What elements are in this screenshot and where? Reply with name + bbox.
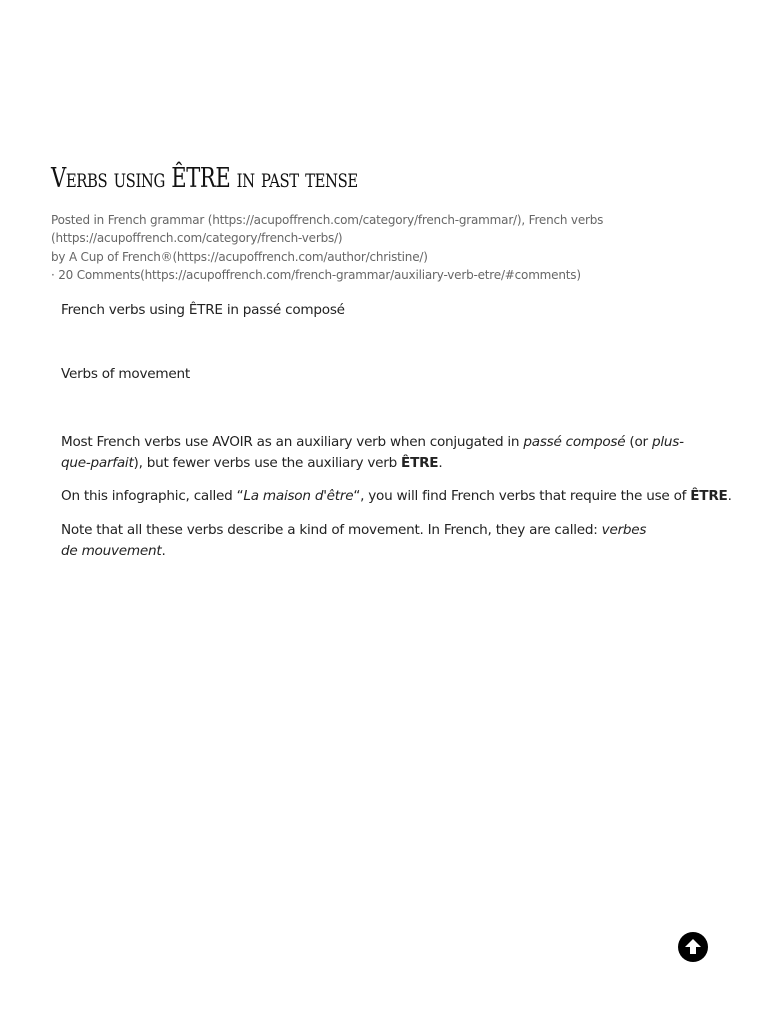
- author-link[interactable]: A Cup of French®(https://acupoffrench.com/author/christine/): [68, 249, 428, 264]
- category-link-french-verbs[interactable]: French verbs (https://acupoffrench.com/category/french-verbs/): [51, 213, 604, 246]
- subheading-verbs-of-movement: Verbs of movement: [61, 366, 190, 382]
- paragraph-infographic: On this infographic, called “La maison d'être“, you will find French verbs that require the use of ÊTRE.: [61, 488, 732, 504]
- arrow-up-icon: [683, 937, 703, 957]
- article-title: Verbs using ÊTRE in past tense: [51, 163, 358, 194]
- category-separator: ,: [521, 213, 529, 227]
- paragraph-movement: Note that all these verbs describe a kind of movement. In French, they are called: verbes de mouvement.: [61, 522, 647, 559]
- category-link-french-grammar[interactable]: French grammar (https://acupoffrench.com/category/french-grammar/): [107, 213, 522, 227]
- comments-prefix: ·: [51, 267, 59, 282]
- by-label: by: [51, 249, 69, 264]
- post-meta: [51, 211, 611, 284]
- scroll-to-top-button[interactable]: [678, 932, 708, 962]
- posted-in-label: Posted in: [51, 213, 108, 227]
- comments-link[interactable]: 20 Comments(https://acupoffrench.com/french-grammar/auxiliary-verb-etre/#comments): [58, 267, 581, 282]
- paragraph-auxiliary: Most French verbs use AVOIR as an auxiliary verb when conjugated in passé composé (or plus-que-parfait), but fewer verbs use the auxiliary verb ÊTRE.: [61, 434, 684, 471]
- subheading-passe-compose: French verbs using ÊTRE in passé composé: [61, 302, 345, 318]
